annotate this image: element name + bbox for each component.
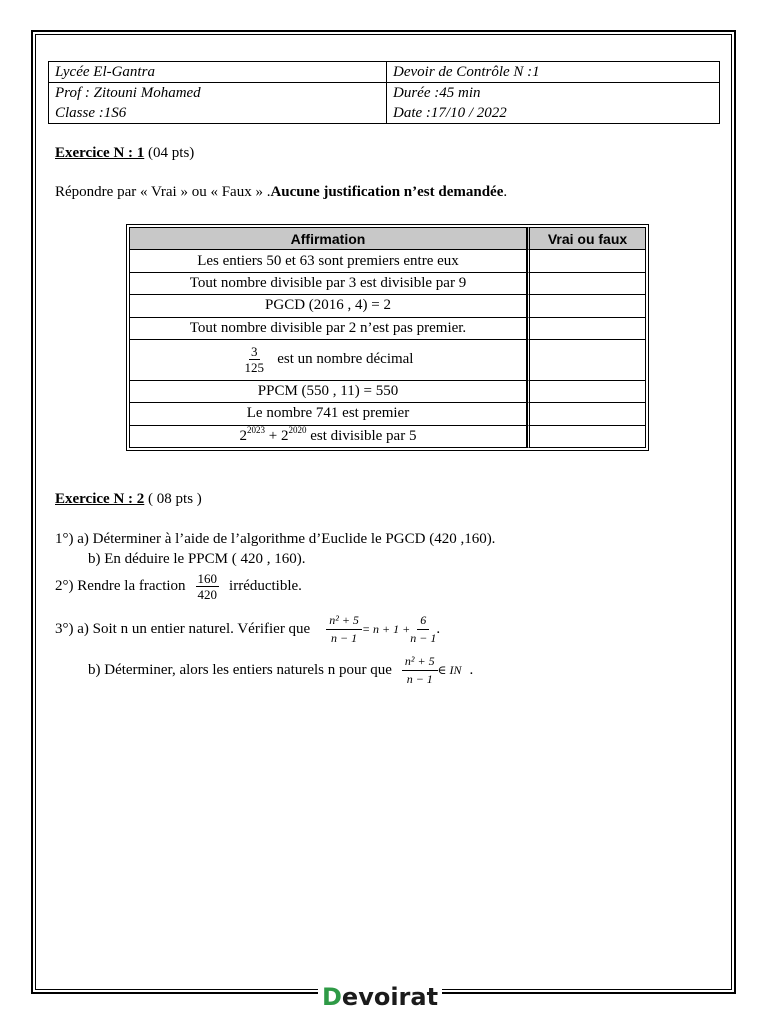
page-border-inner bbox=[35, 34, 732, 990]
header-info-table bbox=[48, 61, 720, 124]
affirmation-table bbox=[126, 224, 649, 451]
affirmation-row: Tout nombre divisible par 3 est divisible par 9 bbox=[129, 273, 527, 295]
fraction-denominator: 125 bbox=[244, 360, 265, 376]
classe: Classe :1S6 bbox=[49, 103, 387, 124]
question-2-end: irréductible. bbox=[229, 578, 302, 594]
logo-d-mark: D bbox=[322, 983, 342, 1011]
fraction-numerator: 3 bbox=[251, 344, 258, 360]
fraction-lhs bbox=[326, 612, 362, 647]
power-base: 2 bbox=[280, 427, 289, 444]
exercise-1-title bbox=[55, 145, 194, 162]
answer-cell[interactable] bbox=[527, 273, 646, 295]
fraction-denominator: n − 1 bbox=[331, 631, 358, 645]
fraction-denominator: n − 1 bbox=[410, 631, 437, 645]
prof-name: Prof : Zitouni Mohamed bbox=[49, 83, 387, 104]
question-1a: 1°) a) Déterminer à l’aide de l’algorithme d’Euclide le PGCD (420 ,160). bbox=[55, 531, 496, 547]
question-3a bbox=[55, 612, 440, 647]
logo-wordmark: evoirat bbox=[341, 983, 439, 1011]
power-plus: + bbox=[265, 427, 281, 444]
fraction-160-420 bbox=[196, 571, 220, 602]
instruction-bold: Aucune justification n’est demandée bbox=[270, 184, 504, 200]
lycee-name: Lycée El-Gantra bbox=[49, 62, 387, 83]
question-3b-text: b) Déterminer, alors les entiers naturels n pour que bbox=[88, 662, 392, 678]
exercise-2-points: ( 08 pts ) bbox=[144, 491, 202, 507]
exercise-2-label: Exercice N : 2 bbox=[55, 491, 145, 507]
devoirat-logo bbox=[318, 983, 442, 1011]
power-base: 2 bbox=[239, 427, 248, 444]
exercise-1-instruction bbox=[55, 184, 507, 201]
fraction-numerator: n² + 5 bbox=[326, 612, 362, 630]
devoir-title: Devoir de Contrôle N :1 bbox=[387, 62, 720, 83]
affirmation-text: est divisible par 5 bbox=[310, 427, 417, 444]
col-vrai-faux-header: Vrai ou faux bbox=[527, 227, 646, 250]
affirmation-row: PGCD (2016 , 4) = 2 bbox=[129, 295, 527, 317]
equation-3a bbox=[326, 612, 440, 647]
instruction-end: . bbox=[503, 184, 508, 200]
exercise-1-points: (04 pts) bbox=[144, 145, 195, 161]
instruction-text: Répondre par « Vrai » ou « Faux » . bbox=[55, 184, 271, 200]
power-exponent: 2020 bbox=[288, 424, 307, 435]
affirmation-row-fraction bbox=[129, 340, 527, 381]
answer-cell[interactable] bbox=[527, 381, 646, 403]
answer-cell[interactable] bbox=[527, 426, 646, 449]
affirmation-row-power bbox=[129, 426, 527, 449]
question-1b: b) En déduire le PPCM ( 420 , 160). bbox=[88, 551, 306, 567]
affirmation-row: Tout nombre divisible par 2 n’est pas premier. bbox=[129, 318, 527, 340]
fraction-numerator: 160 bbox=[197, 571, 218, 586]
equation-middle: = n + 1 + bbox=[361, 622, 411, 636]
answer-cell[interactable] bbox=[527, 340, 646, 381]
question-2-text: 2°) Rendre la fraction bbox=[55, 578, 186, 594]
duree: Durée :45 min bbox=[387, 83, 720, 104]
question-3b bbox=[88, 653, 473, 688]
col-affirmation-header: Affirmation bbox=[129, 227, 527, 250]
fraction-numerator: 6 bbox=[417, 612, 429, 630]
fraction-denominator: n − 1 bbox=[406, 672, 433, 686]
affirmation-text: est un nombre décimal bbox=[277, 351, 414, 368]
belongs-to-naturals: ∈ IN bbox=[437, 663, 462, 677]
fraction-rhs bbox=[410, 612, 436, 647]
affirmation-row: PPCM (550 , 11) = 550 bbox=[129, 381, 527, 403]
fraction-lhs bbox=[402, 653, 438, 688]
equation-3b bbox=[402, 653, 473, 688]
answer-cell[interactable] bbox=[527, 403, 646, 425]
fraction-3-125 bbox=[243, 344, 267, 375]
answer-cell[interactable] bbox=[527, 318, 646, 340]
date: Date :17/10 / 2022 bbox=[387, 103, 720, 124]
answer-cell[interactable] bbox=[527, 295, 646, 317]
power-exponent: 2023 bbox=[247, 424, 266, 435]
fraction-numerator: n² + 5 bbox=[402, 653, 438, 671]
question-2 bbox=[55, 571, 302, 602]
affirmation-row: Les entiers 50 et 63 sont premiers entre eux bbox=[129, 250, 527, 272]
equation-end: . bbox=[469, 662, 474, 678]
fraction-denominator: 420 bbox=[197, 587, 218, 602]
question-3a-text: 3°) a) Soit n un entier naturel. Vérifier que bbox=[55, 621, 311, 637]
exercise-1-label: Exercice N : 1 bbox=[55, 145, 145, 161]
affirmation-row: Le nombre 741 est premier bbox=[129, 403, 527, 425]
answer-cell[interactable] bbox=[527, 250, 646, 272]
equation-end: . bbox=[436, 621, 441, 637]
exercise-2-title bbox=[55, 491, 202, 508]
